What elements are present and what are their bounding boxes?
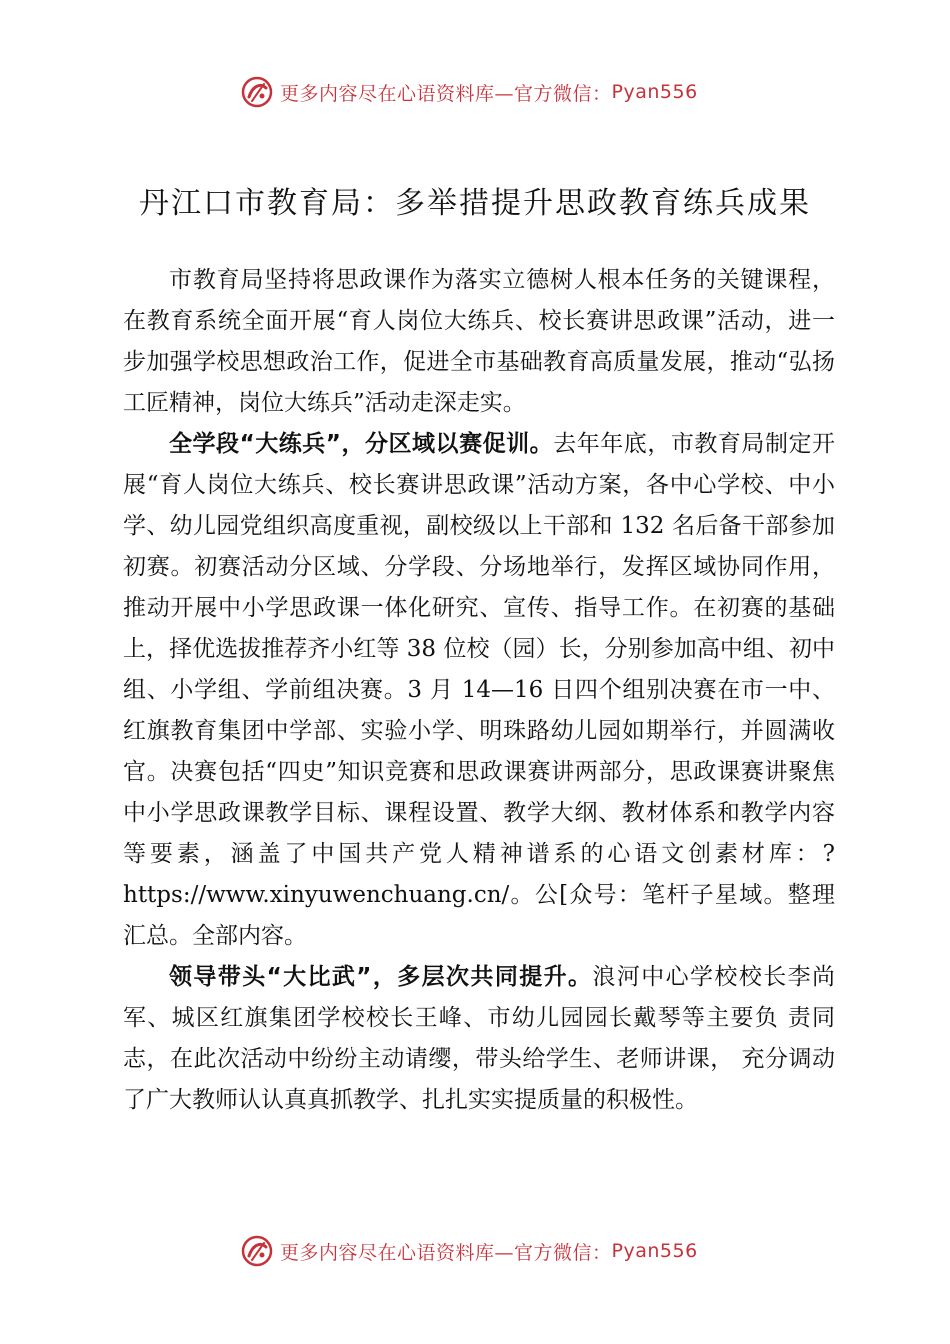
header-watermark <box>240 72 698 112</box>
seal-logo-icon <box>240 1234 274 1268</box>
watermark-brand-text: 更多内容尽在心语资料库—官方微信： <box>280 1241 612 1264</box>
watermark-wechat-id: Pyan556 <box>611 81 698 103</box>
seal-logo-icon <box>240 75 274 109</box>
paragraph-leadership <box>123 957 835 1121</box>
document-title: 丹江口市教育局：多举措提升思政教育练兵成果 <box>139 186 811 221</box>
paragraph-text: 浪河中心学校校长李尚军、城区红旗集团学校校长王峰、市幼儿园园长戴琴等主要负 责同志，在此次活动中纷纷主动请缨，带头给学生、老师讲课， 充分调动了广大教师认认真真抓教学、扎扎实实提质量的积极性。 <box>123 964 836 1113</box>
paragraph-lead: 领导带头“大比武”，多层次共同提升。 <box>169 964 593 990</box>
paragraph-text: 去年年底，市教育局制定开展“育人岗位大练兵、校长赛讲思政课”活动方案，各中心学校、中小学、幼儿园党组织高度重视，副校级以上干部和 132 名后备干部参加初赛。初赛活动分区域、分学段、分场地举行，发挥区域协同作用，推动开展中小学思政课一体化研究、宣传、指导工作。在初赛的基础上，择优选拔推荐齐小红等 38 位校（园）长，分别参加高中组、初中组、小学组、学前组决赛。3 月 14—16 日四个组别决赛在市一中、红旗教育集团中学部、实验小学、明珠路幼儿园如期举行，并圆满收官。决赛包括“四史”知识竞赛和思政课赛讲两部分，思政课赛讲聚焦中小学思政课教学目标、课程设置、教学大纲、教材体系和教学内容等要素，涵盖了中国共产党人精神谱系的心语文创素材库：?https://www.xinyuwenchuang.cn/。公[众号：笔杆子星域。整理汇总。全部内容。 <box>123 431 836 949</box>
paragraph-intro <box>123 260 835 424</box>
document-body <box>123 260 835 1121</box>
paragraph-text: 市教育局坚持将思政课作为落实立德树人根本任务的关键课程，在教育系统全面开展“育人岗位大练兵、校长赛讲思政课”活动，进一步加强学校思想政治工作，促进全市基础教育高质量发展，推动“弘扬工匠精神，岗位大练兵”活动走深走实。 <box>123 267 835 416</box>
watermark-wechat-id: Pyan556 <box>611 1240 698 1262</box>
watermark-brand-text: 更多内容尽在心语资料库—官方微信： <box>280 82 612 105</box>
paragraph-lead: 全学段“大练兵”，分区域以赛促训。 <box>169 431 554 457</box>
paragraph-training <box>123 424 835 957</box>
footer-watermark <box>240 1231 698 1271</box>
